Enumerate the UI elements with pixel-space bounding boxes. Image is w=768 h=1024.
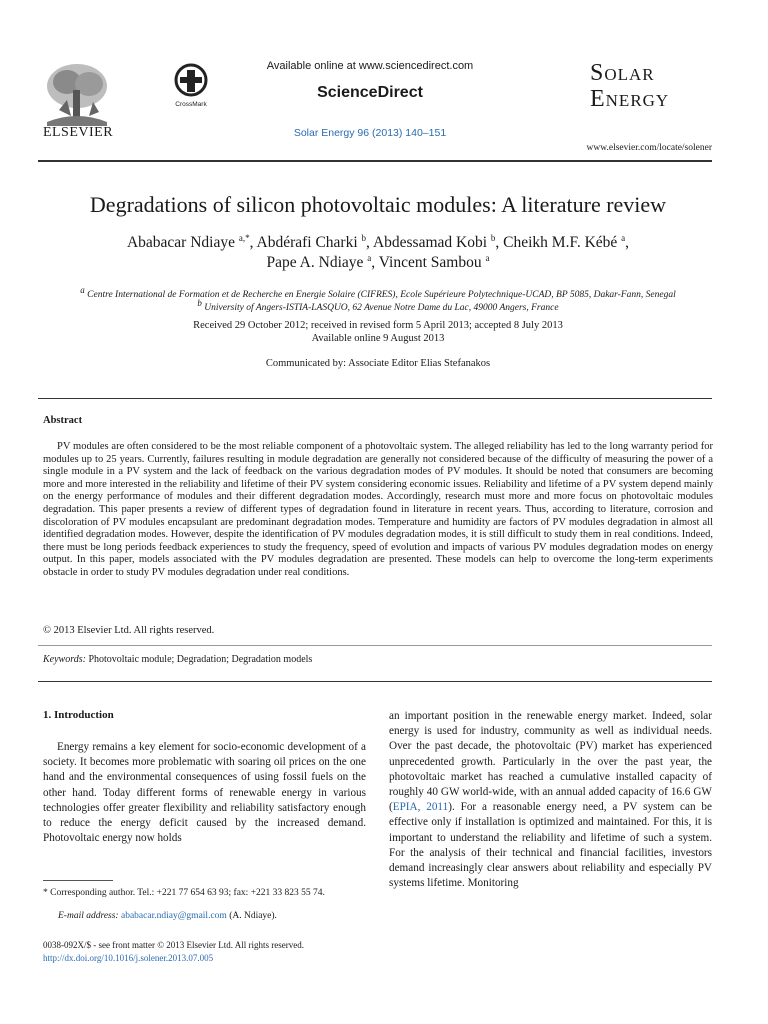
author-affiliation-mark[interactable]: a <box>485 253 490 263</box>
authors-line-1: Ababacar Ndiaye $^{a,*}$, Abdérafi Charki $^b$, Abdessamad Kobi $^b$, Cheikh M.F. Kébé $^a$, <box>126 233 630 252</box>
author-name[interactable]: Cheikh M.F. Kébé <box>503 234 618 252</box>
abstract-top-rule <box>38 398 712 399</box>
footnote-rule <box>43 880 113 881</box>
journal-title-line2: Energy <box>590 86 670 112</box>
email-note <box>58 911 368 921</box>
journal-title <box>590 60 720 112</box>
email-link[interactable]: ababacar.ndiay@gmail.com <box>120 911 227 921</box>
abstract-copyright: © 2013 Elsevier Ltd. All rights reserved. <box>43 625 215 636</box>
intro-right-text-1: an important position in the renewable energy market. Indeed, solar energy is used for industry, community as well as individual needs. Over the past decade, the photovoltaic (PV) market has experienced unprecedented growth. Particularly in the over the past year, the photovoltaic market has reached a cumulative installed capacity of roughly 40 GW world-wide, with an annual added capacity of 16.6 GW ( <box>389 710 712 814</box>
journal-title-line1: Solar <box>590 60 655 86</box>
author-name[interactable]: Vincent Sambou <box>378 254 482 272</box>
affiliation-mark: a <box>80 285 85 295</box>
keywords-rule <box>38 645 712 646</box>
elsevier-tree-logo <box>37 60 117 130</box>
sciencedirect-logo[interactable]: ScienceDirect <box>317 84 423 101</box>
communicated-by: Communicated by: Associate Editor Elias Stefanakos <box>265 358 491 369</box>
doi-link[interactable]: http://dx.doi.org/10.1016/j.solener.2013.07.005 <box>43 953 214 963</box>
email-suffix: (A. Ndiaye). <box>229 911 277 921</box>
keywords-line <box>43 654 312 665</box>
author-affiliation-mark[interactable]: a,* <box>238 233 250 243</box>
received-dates: Received 29 October 2012; received in revised form 5 April 2013; accepted 8 July 2013 <box>193 320 563 331</box>
author-affiliation-mark[interactable]: b <box>490 233 496 243</box>
author-name[interactable]: Abdessamad Kobi <box>372 234 488 252</box>
corresponding-author-note: * Corresponding author. Tel.: +221 77 654 63 93; fax: +221 33 823 55 74. <box>43 888 325 898</box>
authors-line-2: Pape A. Ndiaye $^a$, Vincent Sambou $^a$ <box>266 253 490 272</box>
available-online-text[interactable]: Available online at www.sciencedirect.com <box>266 60 474 72</box>
abstract-heading: Abstract <box>43 415 83 426</box>
journal-url[interactable]: www.elsevier.com/locate/solener <box>586 143 712 153</box>
author-name[interactable]: Abdérafi Charki <box>256 234 358 252</box>
intro-right-column <box>389 709 712 891</box>
email-label: E-mail address: <box>58 911 119 921</box>
journal-citation[interactable]: Solar Energy 96 (2013) 140–151 <box>293 127 447 139</box>
publisher-name: ELSEVIER <box>42 125 114 140</box>
citation-link-epia[interactable]: EPIA, 2011 <box>392 801 449 814</box>
crossmark-label: CrossMark <box>175 101 207 108</box>
abstract-bottom-rule <box>38 681 712 682</box>
section-heading-introduction: 1. Introduction <box>43 709 114 721</box>
keywords-label: Keywords: <box>43 654 86 665</box>
header-rule <box>38 160 712 162</box>
keywords-list: Photovoltaic module; Degradation; Degradation models <box>88 654 313 665</box>
available-online-date: Available online 9 August 2013 <box>311 333 445 344</box>
author-name[interactable]: Pape A. Ndiaye <box>266 254 364 272</box>
affiliation-text: University of Angers-ISTIA-LASQUO, 62 Avenue Notre Dame du Lac, 49000 Angers, France <box>204 303 559 314</box>
author-affiliation-mark[interactable]: b <box>361 233 367 243</box>
affiliation-text: Centre International de Formation et de Recherche en Energie Solaire (CIFRES), Ecole Supérieure Polytechnique-UCAD, BP 5085, Dakar-Fann, Senegal <box>87 290 676 301</box>
author-affiliation-mark[interactable]: a <box>621 233 626 243</box>
intro-right-text-2: ). For a reasonable energy need, a PV system can be effective only if installation is optimized and maintained. For this, it is important to understand the reliability and lifetime of such a system. For the analysis of their technical and financial facilities, investors demand increasingly clear answers about reliability and especially PV systems lifetime. Monitoring <box>389 801 712 890</box>
intro-left-column: Energy remains a key element for socio-economic development of a society. It becomes more problematic with soaring oil prices on the one hand and the environmental consequences of using fossil fuels on the other hand. Today different forms of renewable energy in various technologies offer greater flexibility and reliability satisfactory enough to reduce the energy deficit caused by the increased demand. Photovoltaic energy now holds <box>43 741 366 845</box>
author-name[interactable]: Ababacar Ndiaye <box>126 234 235 252</box>
article-title: Degradations of silicon photovoltaic modules: A literature review <box>89 192 667 217</box>
author-affiliation-mark[interactable]: a <box>367 253 372 263</box>
crossmark-icon[interactable] <box>174 63 208 109</box>
abstract-body: PV modules are often considered to be the most reliable component of a photovoltaic system. The alleged reliability has led to the long warranty period for modules up to 25 years. Currently, failures resulting in module degradation are generally not considered because of the difficulty of measuring the power of a single module in a PV system and the lack of feedback on the various degradation modes of PV modules. It should be noted that consumers are becoming more and more interested in the reliability and lifetime of their PV system considering economic issues. Reliability and lifetime of a PV system depend mainly on the energy performance of modules and their different degradation modes. Accordingly, research must more and more focus on photovoltaic modules degradation. This paper presents a review of different types of degradation found in literature in recent years. Thus, according to literature, corrosion and discoloration of PV modules encapsulant are predominant degradation modes. Temperature and humidity are factors of PV modules degradation in almost all identified degradation modes. However, despite the identification of PV modules degradation modes, it is still difficult to study them in real conditions. Indeed, there must be long periods feedback experiences to study the frequency, speed of evolution and impacts of various PV modules degradation modes on energy output. In this paper, models associated with the PV modules degradation are presented. These models can help to overcome the long-term experiments obstacle in order to study PV modules degradation under real conditions. <box>43 441 713 578</box>
issn-line: 0038-092X/$ - see front matter © 2013 Elsevier Ltd. All rights reserved. <box>43 940 305 950</box>
affiliation-b <box>38 298 718 313</box>
affiliation-mark: b <box>197 298 202 308</box>
